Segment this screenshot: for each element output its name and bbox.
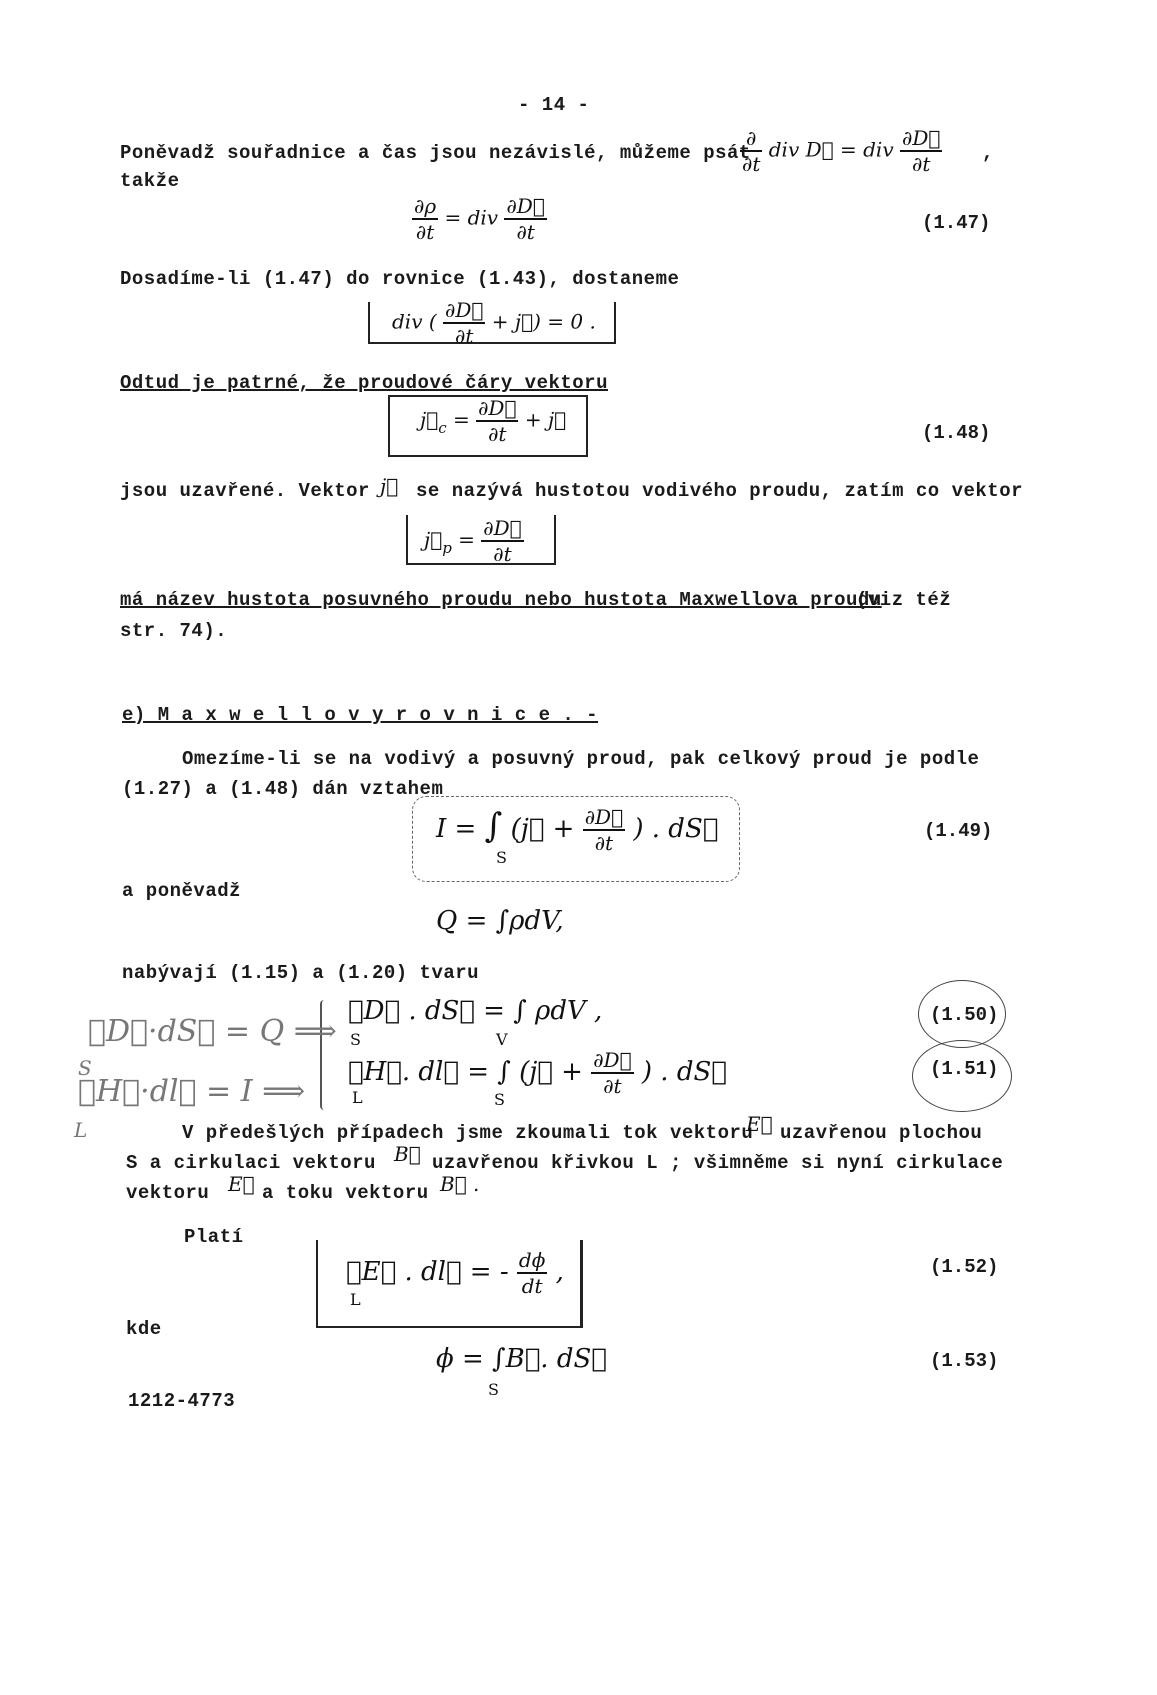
equation-number-1-48: (1.48) — [922, 422, 991, 444]
text-line-13b: uzavřenou křivkou L ; všimněme si nyní cirkulace — [432, 1152, 1004, 1174]
symbol-E-2: E⃗ — [228, 1172, 255, 1196]
equation-displacement-current: $j⃗_p$ = $\frac{\partial D⃗}{\partial t}$ — [424, 516, 522, 566]
text-line-4: Odtud je patrné, že proudové čáry vektoru — [120, 372, 608, 394]
margin-note-sub-S: S — [78, 1056, 92, 1080]
text-line-2: takže — [120, 170, 180, 192]
section-heading: e) M a x w e l l o v y r o v n i c e . - — [122, 704, 599, 726]
text-line-5b: se nazývá hustotou vodivého proudu, zatím co vektor — [416, 480, 1023, 502]
text-line-14b: a toku vektoru — [262, 1182, 429, 1204]
symbol-E: E⃗ — [746, 1112, 773, 1136]
equation-1-52: ∮E⃗ . dl⃗ = - $\frac{d\phi}{dt}$ , — [346, 1248, 564, 1298]
text-line-12b: uzavřenou plochou — [780, 1122, 983, 1144]
symbol-B-2: B⃗ . — [440, 1172, 480, 1196]
equation-1-50: ∮D⃗ . dS⃗ = ∫ ρdV , — [348, 996, 603, 1026]
text-line-1: Poněvadž souřadnice a čas jsou nezávislé, můžeme psát — [120, 142, 751, 164]
text-line-6b: (viz též — [856, 589, 952, 611]
margin-note-ampere: ∮H⃗·dl⃗ = I ⟹ — [78, 1074, 306, 1109]
surface-subscript-S: S — [494, 1090, 505, 1109]
text-line-9: (1.27) a (1.48) dán vztahem — [122, 778, 444, 800]
equation-divergence-zero: div ( $\frac{\partial D⃗}{\partial t}$ + j⃗) = 0 . — [392, 298, 596, 348]
inline-formula: $\frac{\partial}{\partial t}$ div D⃗ = div $\frac{\partial D⃗}{\partial t}$ — [742, 126, 941, 176]
text-line-13a: S a cirkulaci vektoru — [126, 1152, 376, 1174]
text-line-16: kde — [126, 1318, 162, 1340]
text-line-11: nabývají (1.15) a (1.20) tvaru — [122, 962, 480, 984]
surface-subscript-S-2: S — [488, 1380, 499, 1399]
text-line-5a: jsou uzavřené. Vektor — [120, 480, 370, 502]
pencil-circle-1-50 — [918, 980, 1006, 1048]
text-line-7: str. 74). — [120, 620, 228, 642]
text-line-10: a poněvadž — [122, 880, 242, 902]
symbol-j: j⃗ — [380, 474, 399, 498]
margin-note-gauss: ∮D⃗·dS⃗ = Q ⟹ — [88, 1014, 337, 1049]
comma: , — [982, 142, 994, 164]
equation-1-48: $j⃗_c$ = $\frac{\partial D⃗}{\partial t}$ + j⃗ — [420, 396, 567, 446]
text-line-3: Dosadíme-li (1.47) do rovnice (1.43), dostaneme — [120, 268, 680, 290]
equation-number-1-47: (1.47) — [922, 212, 991, 234]
equation-number-1-49: (1.49) — [924, 820, 993, 842]
text-line-12: V předešlých případech jsme zkoumali tok vektoru — [182, 1122, 754, 1144]
text-line-6a: má název hustota posuvného proudu nebo hustota Maxwellova proudu — [120, 589, 882, 611]
page-number: - 14 - — [518, 94, 590, 116]
equation-1-51: ∮H⃗. dl⃗ = ∫ (j⃗ + $\frac{\partial D⃗}{\partial t}$ ) . dS⃗ — [348, 1048, 727, 1098]
text-line-8: Omezíme-li se na vodivý a posuvný proud, pak celkový proud je podle — [182, 748, 980, 770]
contour-subscript-L-2: L — [350, 1290, 361, 1309]
equation-number-1-51: (1.51) — [930, 1058, 999, 1080]
equation-1-53: ϕ = ∫B⃗. dS⃗ — [436, 1344, 607, 1374]
text-line-15: Platí — [184, 1226, 244, 1248]
equation-number-1-50: (1.50) — [930, 1004, 999, 1026]
contour-subscript-S: S — [350, 1030, 361, 1049]
volume-subscript-V: V — [496, 1030, 508, 1049]
equation-number-1-53: (1.53) — [930, 1350, 999, 1372]
equation-number-1-52: (1.52) — [930, 1256, 999, 1278]
equation-1-47: $\frac{\partial\rho}{\partial t}$ = div $\frac{\partial D⃗}{\partial t}$ — [414, 194, 545, 244]
text-line-14a: vektoru — [126, 1182, 210, 1204]
symbol-B: B⃗ — [394, 1142, 421, 1166]
equation-1-49: I = ∫ (j⃗ + $\frac{\partial D⃗}{\partial t}$ ) . dS⃗ — [436, 805, 719, 855]
contour-subscript-L: L — [352, 1088, 363, 1107]
integral-subscript-S: S — [496, 848, 507, 867]
pencil-circle-1-51 — [912, 1040, 1012, 1112]
footer-code: 1212-4773 — [128, 1390, 236, 1412]
margin-note-sub-L: L — [74, 1118, 88, 1142]
equation-charge: Q = ∫ρdV, — [436, 906, 564, 936]
